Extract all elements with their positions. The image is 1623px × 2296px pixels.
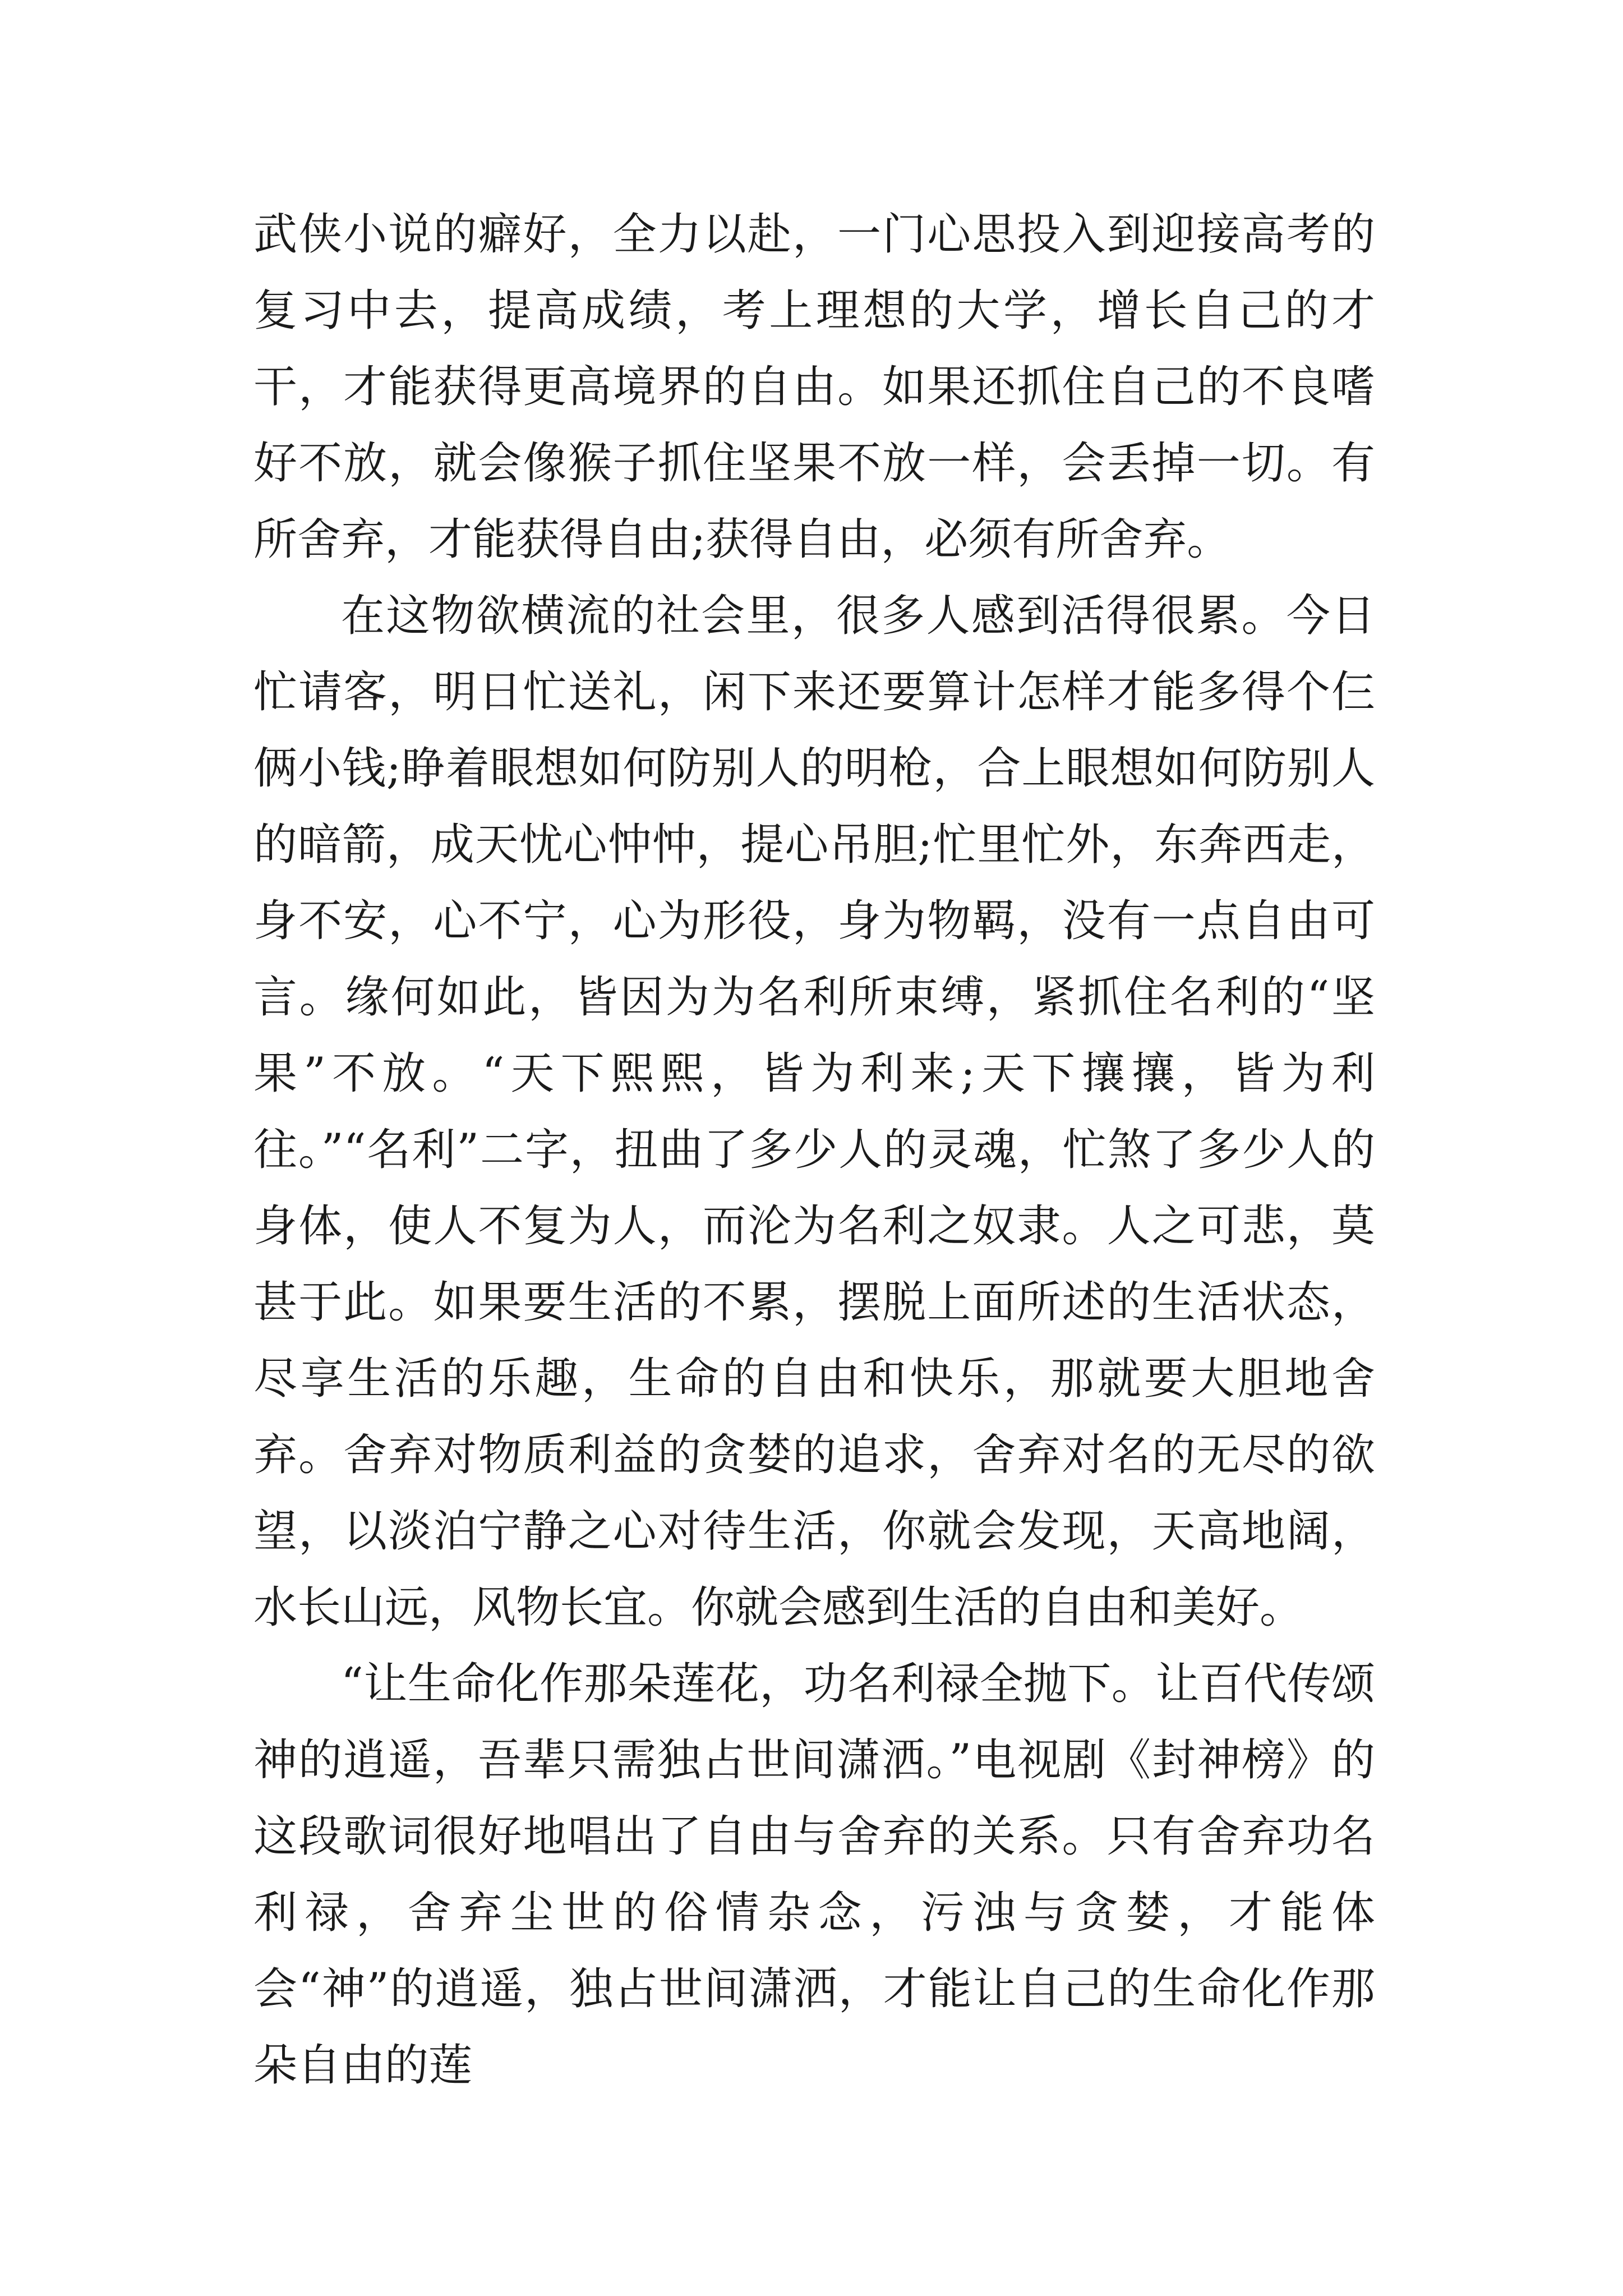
body-text <box>253 196 1375 2104</box>
paragraph-2: 在这物欲横流的社会里，很多人感到活得很累。今日忙请客，明日忙送礼，闲下来还要算计怎样才能多得个仨俩小钱;睁着眼想如何防别人的明枪，合上眼想如何防别人的暗箭，成天忧心忡忡，提心吊胆;忙里忙外，东奔西走，身不安，心不宁，心为形役，身为物羁，没有一点自由可言。缘何如此，皆因为为名利所束缚，紧抓住名利的“坚果”不放。“天下熙熙，皆为利来;天下攘攘，皆为利往。”“名利”二字，扭曲了多少人的灵魂，忙煞了多少人的身体，使人不复为人，而沦为名利之奴隶。人之可悲，莫甚于此。如果要生活的不累，摆脱上面所述的生活状态，尽享生活的乐趣，生命的自由和快乐，那就要大胆地舍弃。舍弃对物质利益的贪婪的追求，舍弃对名的无尽的欲望，以淡泊宁静之心对待生活，你就会发现，天高地阔，水长山远，风物长宜。你就会感到生活的自由和美好。 <box>253 591 1375 1633</box>
paragraph-3: “让生命化作那朵莲花，功名利禄全抛下。让百代传颂神的逍遥，吾辈只需独占世间潇洒。”电视剧《封神榜》的这段歌词很好地唱出了自由与舍弃的关系。只有舍弃功名利禄，舍弃尘世的俗情杂念，污浊与贪婪，才能体会“神”的逍遥，独占世间潇洒，才能让自己的生命化作那朵自由的莲 <box>253 1659 1375 2091</box>
paragraph-1: 武侠小说的癖好，全力以赴，一门心思投入到迎接高考的复习中去，提高成绩，考上理想的大学，增长自己的才干，才能获得更高境界的自由。如果还抓住自己的不良嗜好不放，就会像猴子抓住坚果不放一样，会丢掉一切。有所舍弃，才能获得自由;获得自由，必须有所舍弃。 <box>253 209 1375 565</box>
